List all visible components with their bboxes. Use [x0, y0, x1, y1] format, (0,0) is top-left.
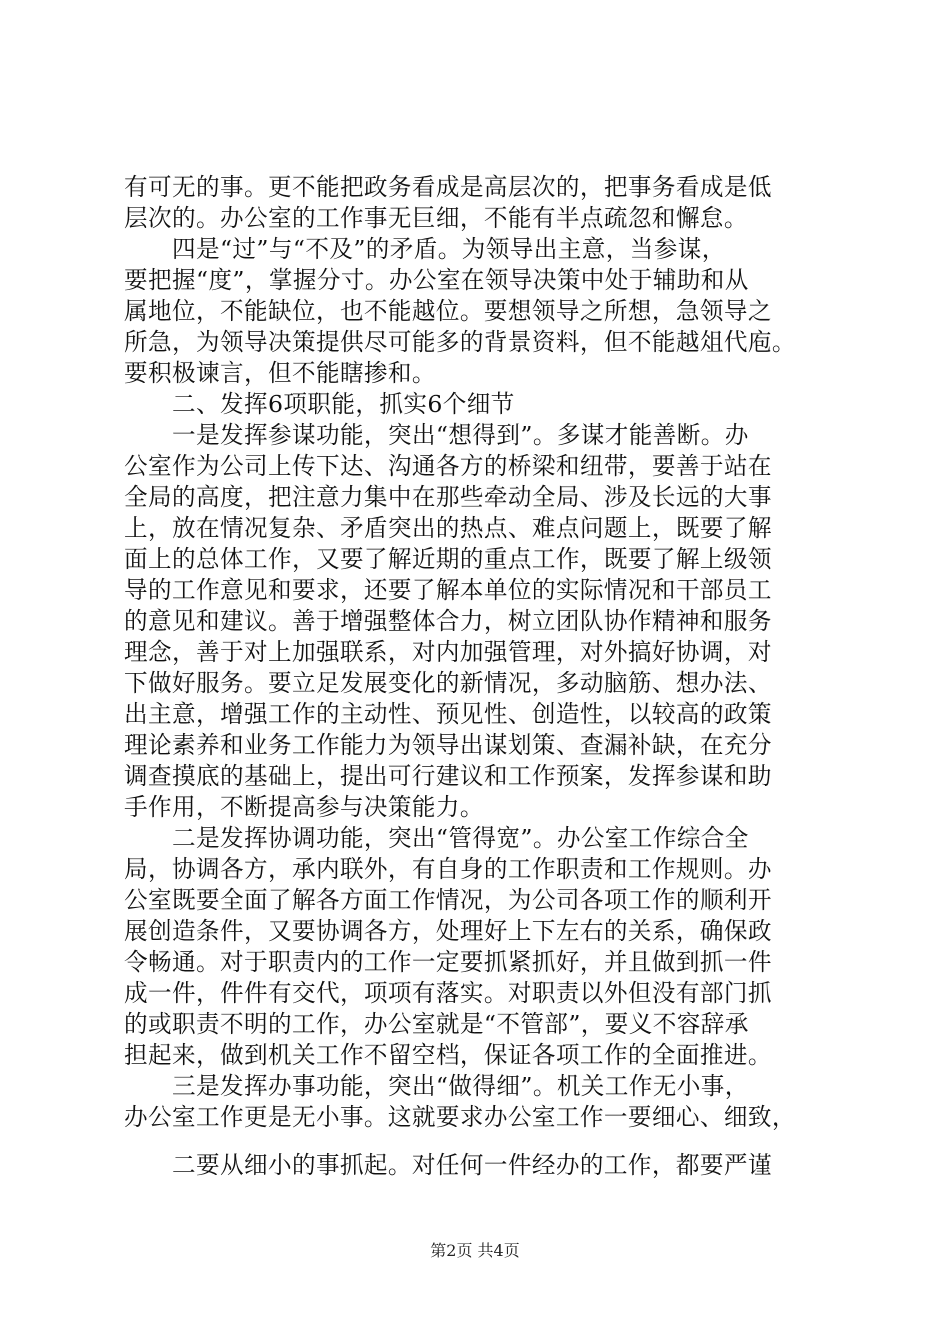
body-text: [124, 172, 836, 1133]
text-line: 全局的高度，把注意力集中在那些牵动全局、涉及长远的大事: [124, 483, 772, 511]
text-line: 理论素养和业务工作能力为领导出谋划策、查漏补缺，在充分: [124, 731, 772, 759]
text-line: 成一件，件件有交代，项项有落实。对职责以外但没有部门抓: [124, 979, 772, 1007]
text-line: 办公室工作更是无小事。这就要求办公室工作一要细心、细致，: [124, 1103, 796, 1131]
text-line: 的意见和建议。善于增强整体合力，树立团队协作精神和服务: [124, 607, 772, 635]
text-line: 二是发挥协调功能，突出“管得宽”。办公室工作综合全: [124, 824, 749, 852]
text-line: 局，协调各方，承内联外，有自身的工作职责和工作规则。办: [124, 855, 772, 883]
text-line: 的或职责不明的工作，办公室就是“不管部”，要义不容辞承: [124, 1010, 749, 1038]
text-line: 令畅通。对于职责内的工作一定要抓紧抓好，并且做到抓一件: [124, 948, 772, 976]
text-line: 手作用，不断提高参与决策能力。: [124, 793, 484, 821]
text-line: 展创造条件，又要协调各方，处理好上下左右的关系，确保政: [124, 917, 772, 945]
text-line: 层次的。办公室的工作事无巨细，不能有半点疏忽和懈怠。: [124, 204, 748, 232]
text-line: 上，放在情况复杂、矛盾突出的热点、难点问题上，既要了解: [124, 514, 772, 542]
text-line: 公室既要全面了解各方面工作情况，为公司各项工作的顺利开: [124, 886, 772, 914]
continuation-line: 二要从细小的事抓起。对任何一件经办的工作，都要严谨: [124, 1151, 772, 1179]
text-line: 下做好服务。要立足发展变化的新情况，多动脑筋、想办法、: [124, 669, 772, 697]
text-line: 三是发挥办事功能，突出“做得细”。机关工作无小事，: [124, 1072, 749, 1100]
text-line: 面上的总体工作，又要了解近期的重点工作，既要了解上级领: [124, 545, 772, 573]
text-line: 要积极谏言，但不能瞎掺和。: [124, 359, 436, 387]
text-line: 要把握“度”，掌握分寸。办公室在领导决策中处于辅助和从: [124, 266, 749, 294]
text-line: 四是“过”与“不及”的矛盾。为领导出主意，当参谋，: [124, 235, 726, 263]
text-line: 调查摸底的基础上，提出可行建议和工作预案，发挥参谋和助: [124, 762, 772, 790]
text-line: 属地位，不能缺位，也不能越位。要想领导之所想，急领导之: [124, 297, 772, 325]
text-line: 导的工作意见和要求，还要了解本单位的实际情况和干部员工: [124, 576, 772, 604]
text-line: 理念，善于对上加强联系，对内加强管理，对外搞好协调，对: [124, 638, 772, 666]
text-line: 一是发挥参谋功能，突出“想得到”。多谋才能善断。办: [124, 421, 749, 449]
text-line: 担起来，做到机关工作不留空档，保证各项工作的全面推进。: [124, 1041, 772, 1069]
page-footer: 第2页 共4页: [430, 1241, 520, 1260]
text-line: 公室作为公司上传下达、沟通各方的桥梁和纽带，要善于站在: [124, 452, 772, 480]
text-line: 二、发挥6项职能，抓实6个细节: [124, 390, 515, 418]
text-line: 有可无的事。更不能把政务看成是高层次的，把事务看成是低: [124, 173, 772, 201]
text-line: 所急，为领导决策提供尽可能多的背景资料，但不能越俎代庖。: [124, 328, 796, 356]
text-line: 出主意，增强工作的主动性、预见性、创造性，以较高的政策: [124, 700, 772, 728]
